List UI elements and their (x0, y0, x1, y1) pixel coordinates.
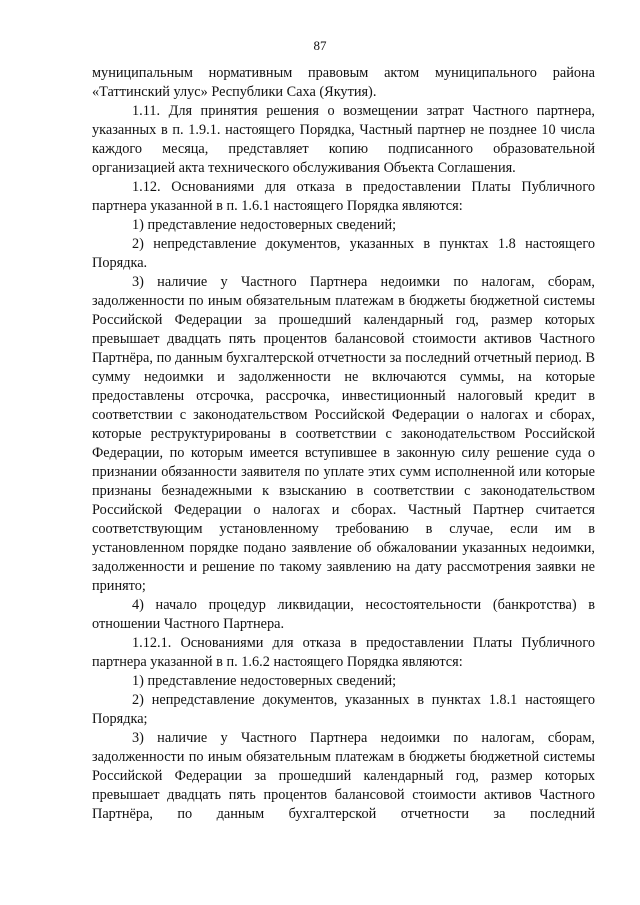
paragraph-continuation: муниципальным нормативным правовым актом муниципального района «Таттинский улус» Республики Саха (Якутия). (92, 65, 595, 100)
list-item-1-12-4: 4) начало процедур ликвидации, несостоятельности (банкротства) в отношении Частного Партнера. (92, 597, 595, 632)
list-item-1-12-2: 2) непредставление документов, указанных в пунктах 1.8 настоящего Порядка. (92, 236, 595, 271)
paragraph-1-11: 1.11. Для принятия решения о возмещении затрат Частного партнера, указанных в п. 1.9.1. настоящего Порядка, Частный партнер не позднее 10 числа каждого месяца, представляет копию подписанного образовательной организацией акта технического обслуживания Объекта Соглашения. (92, 103, 595, 176)
list-item-1-12-3: 3) наличие у Частного Партнера недоимки по налогам, сборам, задолженности по иным обязательным платежам в бюджеты бюджетной системы Российской Федерации за прошедший календарный год, размер которых превышает двадцать пять процентов балансовой стоимости активов Частного Партнёра, по данным бухгалтерской отчетности за последний отчетный период. В сумму недоимки и задолженности не включаются суммы, на которые предоставлены отсрочка, рассрочка, инвестиционный налоговый кредит в соответствии с законодательством Российской Федерации о налогах и сборах, которые реструктурированы в соответствии с законодательством Российской Федерации, по которым имеется вступившее в законную силу решение суда о признании обязанности заявителя по уплате этих сумм исполненной или которые признаны безнадежными к взысканию в соответствии с законодательством Российской Федерации о налогах и сборах. Частный Партнер считается соответствующим установленному требованию в случае, если им в установленном порядке подано заявление об обжаловании указанных недоимки, задолженности и решение по такому заявлению на дату рассмотрения заявки не принято; (92, 274, 595, 594)
page-body (92, 64, 595, 824)
list-item-1-12-1: 1) представление недостоверных сведений; (132, 217, 397, 233)
paragraph-1-12: 1.12. Основаниями для отказа в предоставлении Платы Публичного партнера указанной в п. 1.6.1 настоящего Порядка являются: (92, 179, 595, 214)
paragraph-1-12-1: 1.12.1. Основаниями для отказа в предоставлении Платы Публичного партнера указанной в п. 1.6.2 настоящего Порядка являются: (92, 635, 595, 670)
list-item-1-12-1-3: 3) наличие у Частного Партнера недоимки по налогам, сборам, задолженности по иным обязательным платежам в бюджеты бюджетной системы Российской Федерации за прошедший календарный год, размер которых превышает двадцать пять процентов балансовой стоимости активов Частного Партнёра, по данным бухгалтерской отчетности за последний (92, 730, 595, 822)
page-number: 87 (313, 38, 327, 53)
list-item-1-12-1-1: 1) представление недостоверных сведений; (132, 673, 397, 689)
list-item-1-12-1-2: 2) непредставление документов, указанных в пунктах 1.8.1 настоящего Порядка; (92, 692, 595, 727)
